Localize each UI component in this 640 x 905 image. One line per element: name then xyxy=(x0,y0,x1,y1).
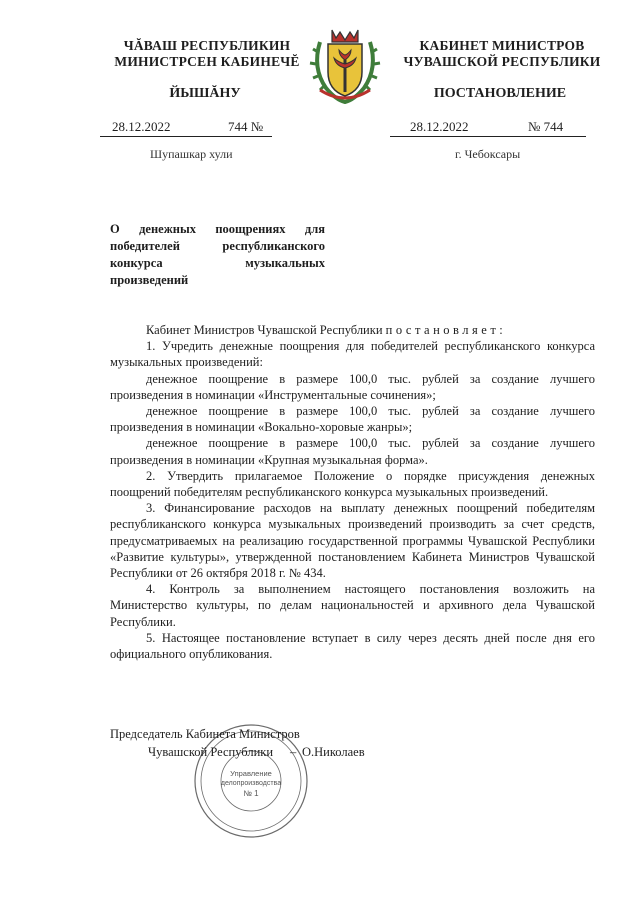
paragraph-5: 5. Настоящее постановление вступает в силу через десять дней после дня его официального опубликования. xyxy=(110,630,595,662)
document-subject: О денежных поощрениях для победителей республиканского конкурса музыкальных произведений xyxy=(110,222,325,287)
chuvash-emblem-icon xyxy=(306,22,384,106)
date-right-underline xyxy=(390,135,586,137)
intro-verb: постановляет: xyxy=(385,323,507,337)
stamp-line3: № 1 xyxy=(243,789,259,798)
paragraph-2: 2. Утвердить прилагаемое Положение о порядке присуждения денежных поощрений победителям республиканского конкурса музыкальных произведений. xyxy=(110,468,595,500)
header-right-line1: КАБИНЕТ МИНИСТРОВ xyxy=(419,38,585,53)
signature-dash: – xyxy=(290,745,297,759)
paragraph-1c: денежное поощрение в размере 100,0 тыс. рублей за создание лучшего произведения в номинации «Крупная музыкальная форма». xyxy=(110,436,595,467)
header-left-line1: ЧĂВАШ РЕСПУБЛИКИН xyxy=(123,38,291,53)
stamp-line1: Управление xyxy=(230,769,272,778)
number-left: 744 № xyxy=(228,119,264,134)
header-right-line2: ЧУВАШСКОЙ РЕСПУБЛИКИ xyxy=(403,54,601,69)
header-left xyxy=(92,38,322,70)
date-left: 28.12.2022 xyxy=(112,119,171,134)
stamp-line2: делопроизводства xyxy=(220,780,282,787)
doc-type-right: ПОСТАНОВЛЕНИЕ xyxy=(433,86,567,101)
intro-paragraph xyxy=(110,322,595,338)
signature-name: О.Николаев xyxy=(302,745,365,759)
paragraph-1a: денежное поощрение в размере 100,0 тыс. рублей за создание лучшего произведения в номинации «Инструментальные сочинения»; xyxy=(110,371,595,402)
signature-title-line2: Чувашской Республики xyxy=(148,745,274,759)
paragraph-3: 3. Финансирование расходов на выплату денежных поощрений победителям республиканского конкурса музыкальных произведений производить за счет средств, предусматриваемых на реализацию государственной программы Чувашской Республики «Развитие культуры», утвержденной постановлением Кабинета Министров Чувашской Республики от 26 октября 2018 г. № 434. xyxy=(110,501,595,581)
date-right: 28.12.2022 xyxy=(410,119,469,134)
doc-type-left: ЙЫШĂНУ xyxy=(169,86,241,101)
place-left: Шупашкар хули xyxy=(150,147,233,161)
paragraph-4: 4. Контроль за выполнением настоящего постановления возложить на Министерство культуры, по делам национальностей и архивного дела Чувашской Республики. xyxy=(110,582,595,629)
paragraph-1: 1. Учредить денежные поощрения для победителей республиканского конкурса музыкальных произведений: xyxy=(110,339,595,370)
header-right xyxy=(388,38,616,70)
signature-title-line1: Председатель Кабинета Министров xyxy=(110,727,300,741)
intro-text: Кабинет Министров Чувашской Республики xyxy=(146,323,383,337)
header-left-line2: МИНИСТРСЕН КАБИНЕЧĔ xyxy=(114,54,300,69)
paragraph-1b: денежное поощрение в размере 100,0 тыс. рублей за создание лучшего произведения в номинации «Вокально-хоровые жанры»; xyxy=(110,404,595,435)
date-left-underline xyxy=(100,135,272,137)
number-right: № 744 xyxy=(528,119,564,134)
place-right: г. Чебоксары xyxy=(455,147,521,161)
document-body xyxy=(110,322,595,662)
